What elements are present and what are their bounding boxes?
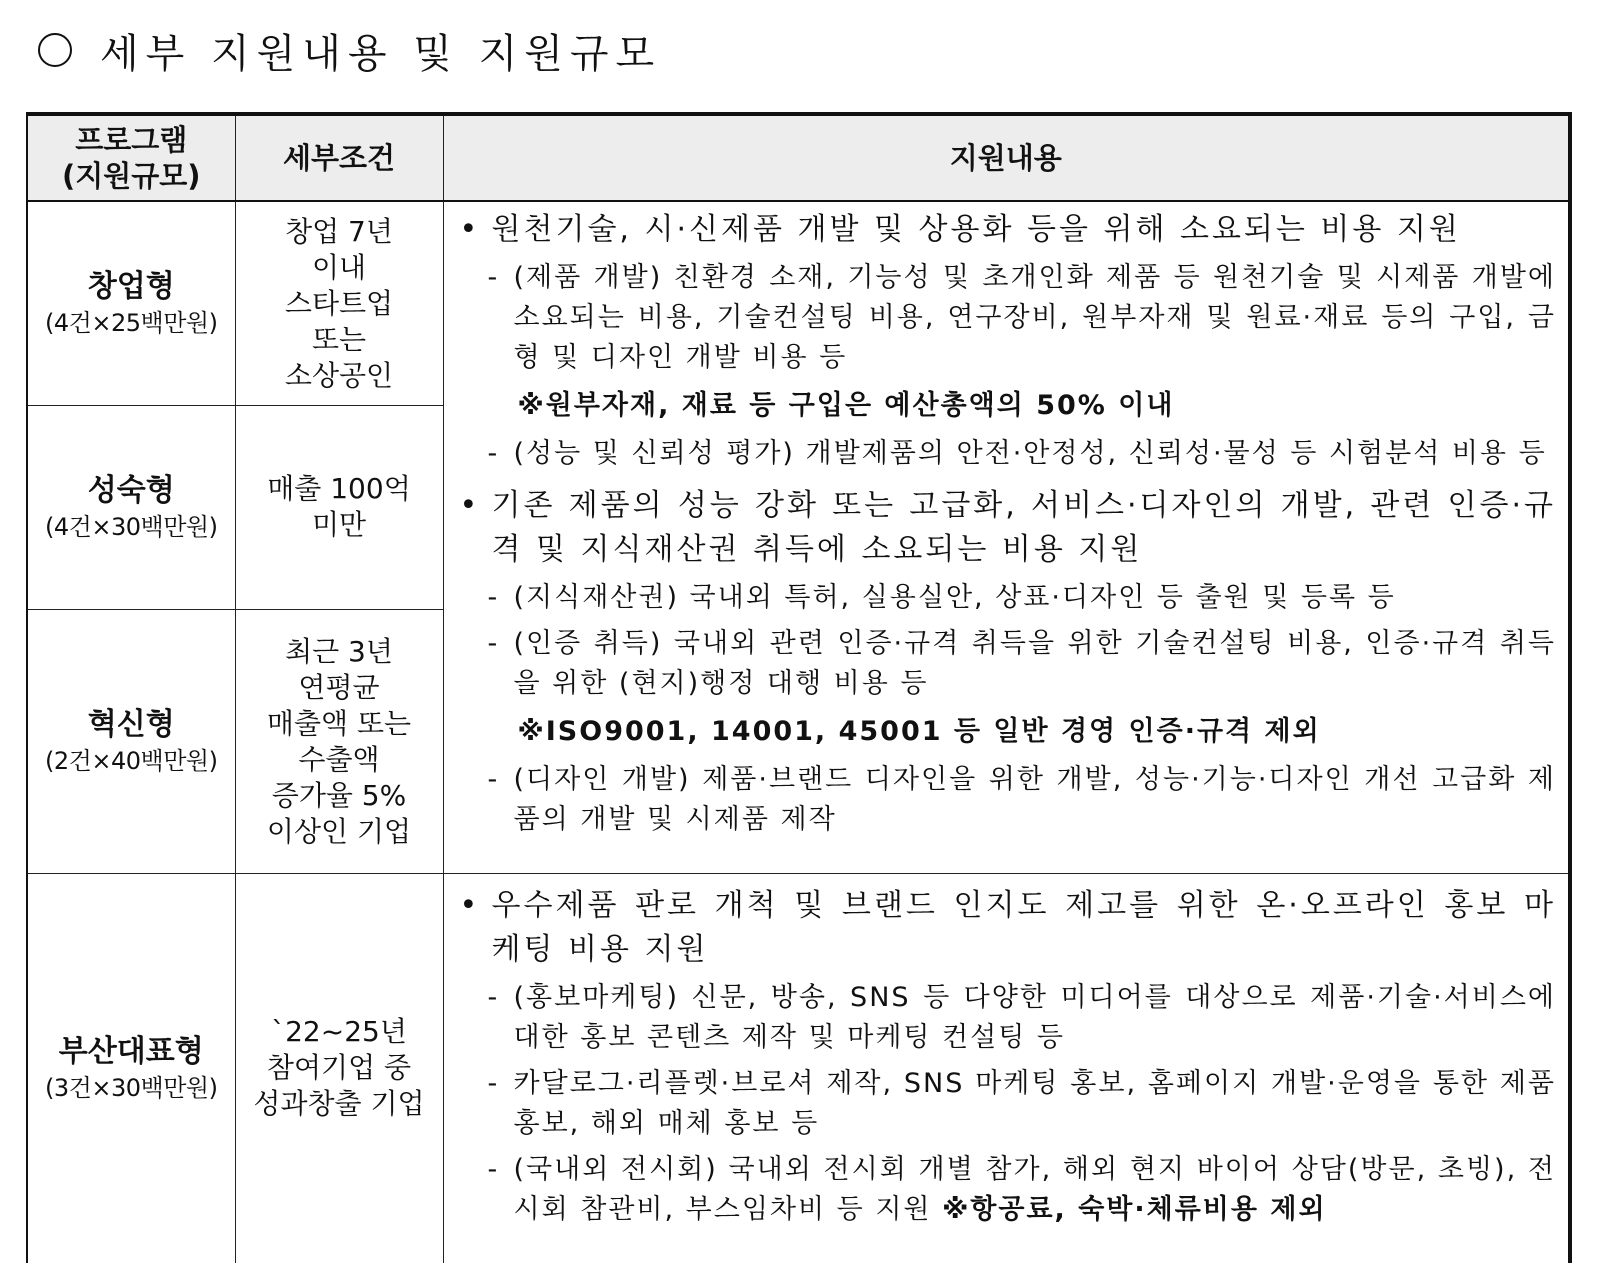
header-content: 지원내용	[443, 114, 1570, 201]
bullet-text: 우수제품 판로 개척 및 브랜드 인지도 제고를 위한 온·오프라인 홍보 마케팅 비용 지원	[491, 887, 1556, 967]
program-scale: (2건×40백만원)	[45, 746, 218, 775]
dash-text: (홍보마케팅) 신문, 방송, SNS 등 다양한 미디어를 대상으로 제품·기술·서비스에 대한 홍보 콘텐츠 제작 및 마케팅 컨설팅 등	[513, 981, 1556, 1053]
content-note: ※ISO9001, 14001, 45001 등 일반 경영 인증·규격 제외	[517, 716, 1321, 747]
section-heading	[38, 22, 661, 78]
condition-line: 수출액	[298, 742, 380, 776]
content-cell-development	[443, 201, 1570, 873]
content-dash-item	[488, 434, 1557, 474]
program-cell	[27, 405, 235, 609]
condition-line: 스타트업	[284, 287, 394, 320]
condition-line: 이상인 기업	[266, 814, 412, 848]
content-dash-item	[488, 1150, 1557, 1230]
header-condition: 세부조건	[235, 114, 443, 201]
circle-bullet-icon	[38, 33, 72, 67]
content-bullet	[460, 208, 1557, 252]
dash-text-note: ※항공료, 숙박·체류비용 제외	[942, 1193, 1327, 1225]
header-program	[27, 114, 235, 201]
content-dash-item	[488, 978, 1557, 1058]
dash-text-main: (국내외 전시회) 국내외 전시회 개별 참가, 해외 현지 바이어 상담(방문, 초빙), 전시회 참관비, 부스임차비 등 지원	[513, 1153, 1556, 1225]
bullet-marker: •	[459, 488, 478, 523]
dash-marker: -	[487, 582, 498, 613]
program-cell	[27, 873, 235, 1263]
table-row	[27, 201, 1570, 405]
program-cell	[27, 201, 235, 405]
dash-text	[514, 1150, 1557, 1230]
section-title: 세부 지원내용 및 지원규모	[100, 30, 662, 77]
condition-cell	[235, 405, 443, 609]
support-table	[26, 112, 1572, 1263]
condition-line: 성과창출 기업	[253, 1087, 425, 1121]
program-cell	[27, 609, 235, 873]
content-dash-item	[488, 258, 1557, 378]
condition-line: 최근 3년	[285, 634, 393, 668]
dash-text: (성능 및 신뢰성 평가) 개발제품의 안전·안정성, 신뢰성·물성 등 시험분석 비용 등	[513, 438, 1547, 469]
condition-line: `22~25년	[271, 1015, 407, 1049]
program-name: 혁신형	[87, 707, 175, 743]
condition-line: 이내	[311, 251, 367, 284]
condition-cell	[235, 873, 443, 1263]
program-name: 성숙형	[87, 473, 175, 509]
condition-cell	[235, 609, 443, 873]
content-bullet	[460, 484, 1557, 572]
content-dash-item	[488, 624, 1557, 704]
dash-marker: -	[487, 764, 498, 795]
content-note: ※원부자재, 재료 등 구입은 예산총액의 50% 이내	[517, 390, 1175, 421]
dash-text: (지식재산권) 국내외 특허, 실용실안, 상표·디자인 등 출원 및 등록 등	[513, 582, 1396, 613]
bullet-text: 기존 제품의 성능 강화 또는 고급화, 서비스·디자인의 개발, 관련 인증·규격 및 지식재산권 취득에 소요되는 비용 지원	[491, 488, 1556, 567]
condition-cell	[235, 201, 443, 405]
condition-line: 매출 100억	[267, 472, 411, 505]
header-program-line1: 프로그램	[75, 122, 188, 157]
dash-marker: -	[487, 1153, 498, 1185]
dash-text: (제품 개발) 친환경 소재, 기능성 및 초개인화 제품 등 원천기술 및 시제품 개발에 소요되는 비용, 기술컨설팅 비용, 연구장비, 원부자재 및 원료·재료 등의 구입, 금형 및 디자인 개발 비용 등	[513, 262, 1556, 373]
condition-line: 연평균	[298, 670, 380, 704]
bullet-marker: •	[459, 887, 478, 923]
table-row	[27, 873, 1570, 1263]
condition-line: 미만	[311, 508, 367, 541]
content-dash-item	[488, 578, 1557, 618]
dash-marker: -	[487, 262, 498, 293]
condition-line: 매출액 또는	[266, 706, 412, 740]
condition-line: 소상공인	[284, 359, 394, 392]
table-header-row	[27, 114, 1570, 201]
bullet-text: 원천기술, 시·신제품 개발 및 상용화 등을 위해 소요되는 비용 지원	[491, 212, 1461, 247]
condition-line: 증가율 5%	[271, 778, 407, 812]
dash-marker: -	[487, 1067, 498, 1099]
dash-text: (인증 취득) 국내외 관련 인증·규격 취득을 위한 기술컨설팅 비용, 인증·규격 취득을 위한 (현지)행정 대행 비용 등	[513, 628, 1556, 699]
content-cell-marketing	[443, 873, 1570, 1263]
dash-marker: -	[487, 438, 498, 469]
program-name: 창업형	[87, 269, 175, 305]
program-scale: (3건×30백만원)	[45, 1073, 218, 1102]
bullet-marker: •	[459, 212, 478, 247]
dash-text: 카달로그·리플렛·브로셔 제작, SNS 마케팅 홍보, 홈페이지 개발·운영을 통한 제품 홍보, 해외 매체 홍보 등	[513, 1067, 1556, 1139]
dash-marker: -	[487, 628, 498, 659]
program-scale: (4건×25백만원)	[45, 308, 218, 337]
header-program-line2: (지원규모)	[61, 159, 201, 193]
condition-line: 참여기업 중	[266, 1051, 412, 1085]
content-bullet	[460, 884, 1557, 972]
program-name: 부산대표형	[58, 1034, 204, 1070]
content-dash-item	[488, 760, 1557, 840]
program-scale: (4건×30백만원)	[45, 512, 218, 541]
dash-text: (디자인 개발) 제품·브랜드 디자인을 위한 개발, 성능·기능·디자인 개선 고급화 제품의 개발 및 시제품 제작	[513, 764, 1556, 835]
content-dash-item	[488, 1064, 1557, 1144]
condition-line: 창업 7년	[285, 215, 393, 248]
condition-line: 또는	[311, 323, 367, 356]
dash-marker: -	[487, 981, 498, 1013]
